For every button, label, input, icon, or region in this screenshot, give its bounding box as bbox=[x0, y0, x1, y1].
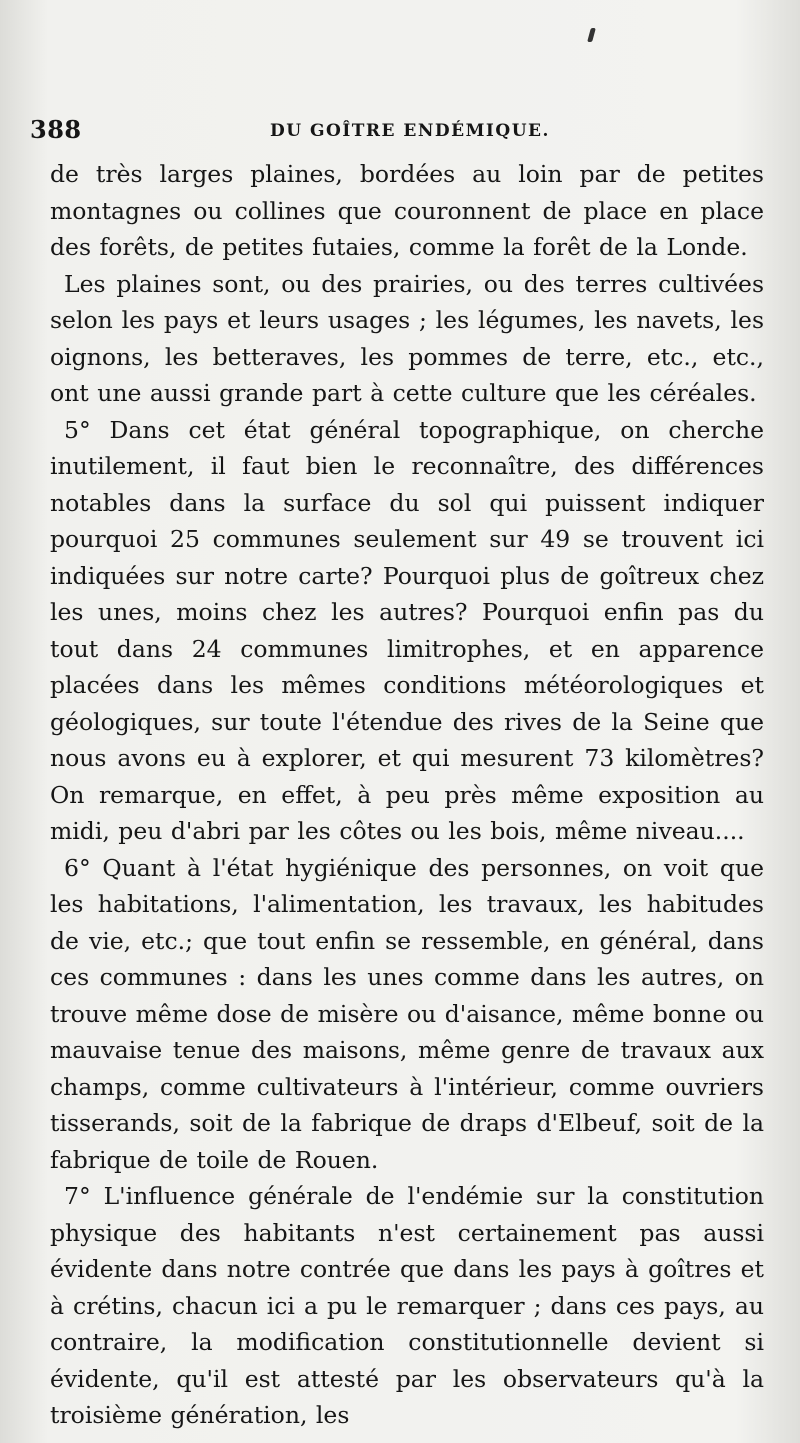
paragraph-7: 7° L'influence générale de l'endémie sur la constitution physique des habitants n'est certainement pas aussi évidente dans notre contrée que dans les pays à goîtres et à crétins, chacun ici a pu le remarquer ; dans ces pays, au contraire, la modification constitutionnelle devient si évidente, qu'il est attesté par les observateurs qu'à la troisième génération, les bbox=[50, 1182, 764, 1429]
page-header bbox=[30, 115, 760, 145]
ink-mark bbox=[587, 28, 596, 42]
paragraph-6: 6° Quant à l'état hygiénique des personnes, on voit que les habitations, l'alimentation, les travaux, les habitudes de vie, etc.; que tout enfin se ressemble, en général, dans ces communes : dans les unes comme dans les autres, on trouve même dose de misère ou d'aisance, même bonne ou mauvaise tenue des maisons, même genre de travaux aux champs, comme cultivateurs à l'intérieur, comme ouvriers tisserands, soit de la fabrique de draps d'Elbeuf, soit de la fabrique de toile de Rouen. bbox=[50, 853, 764, 1174]
paragraph-plaines: Les plaines sont, ou des prairies, ou des terres cultivées selon les pays et leurs usages ; les légumes, les navets, les oignons, les betteraves, les pommes de terre, etc., etc., ont une aussi grande part à cette culture que les céréales. bbox=[50, 269, 764, 407]
paragraph-5: 5° Dans cet état général topographique, on cherche inutilement, il faut bien le reconnaître, des différences notables dans la surface du sol qui puissent indiquer pourquoi 25 communes seulement sur 49 se trouvent ici indiquées sur notre carte? Pourquoi plus de goîtreux chez les unes, moins chez les autres? Pourquoi enfin pas du tout dans 24 communes limitrophes, et en apparence placées dans les mêmes conditions météorologiques et géologiques, sur toute l'étendue des rives de la Seine que nous avons eu à explorer, et qui mesurent 73 kilomètres? On remarque, en effet, à peu près même exposition au midi, peu d'abri par les côtes ou les bois, même niveau.... bbox=[50, 415, 764, 845]
page-number: 388 bbox=[30, 115, 82, 144]
paragraph-continuation: de très larges plaines, bordées au loin par de petites montagnes ou collines que couronnent de place en place des forêts, de petites futaies, comme la forêt de la Londe. bbox=[50, 160, 764, 261]
running-title: DU GOÎTRE ENDÉMIQUE. bbox=[270, 121, 550, 141]
body-text bbox=[50, 156, 764, 1434]
